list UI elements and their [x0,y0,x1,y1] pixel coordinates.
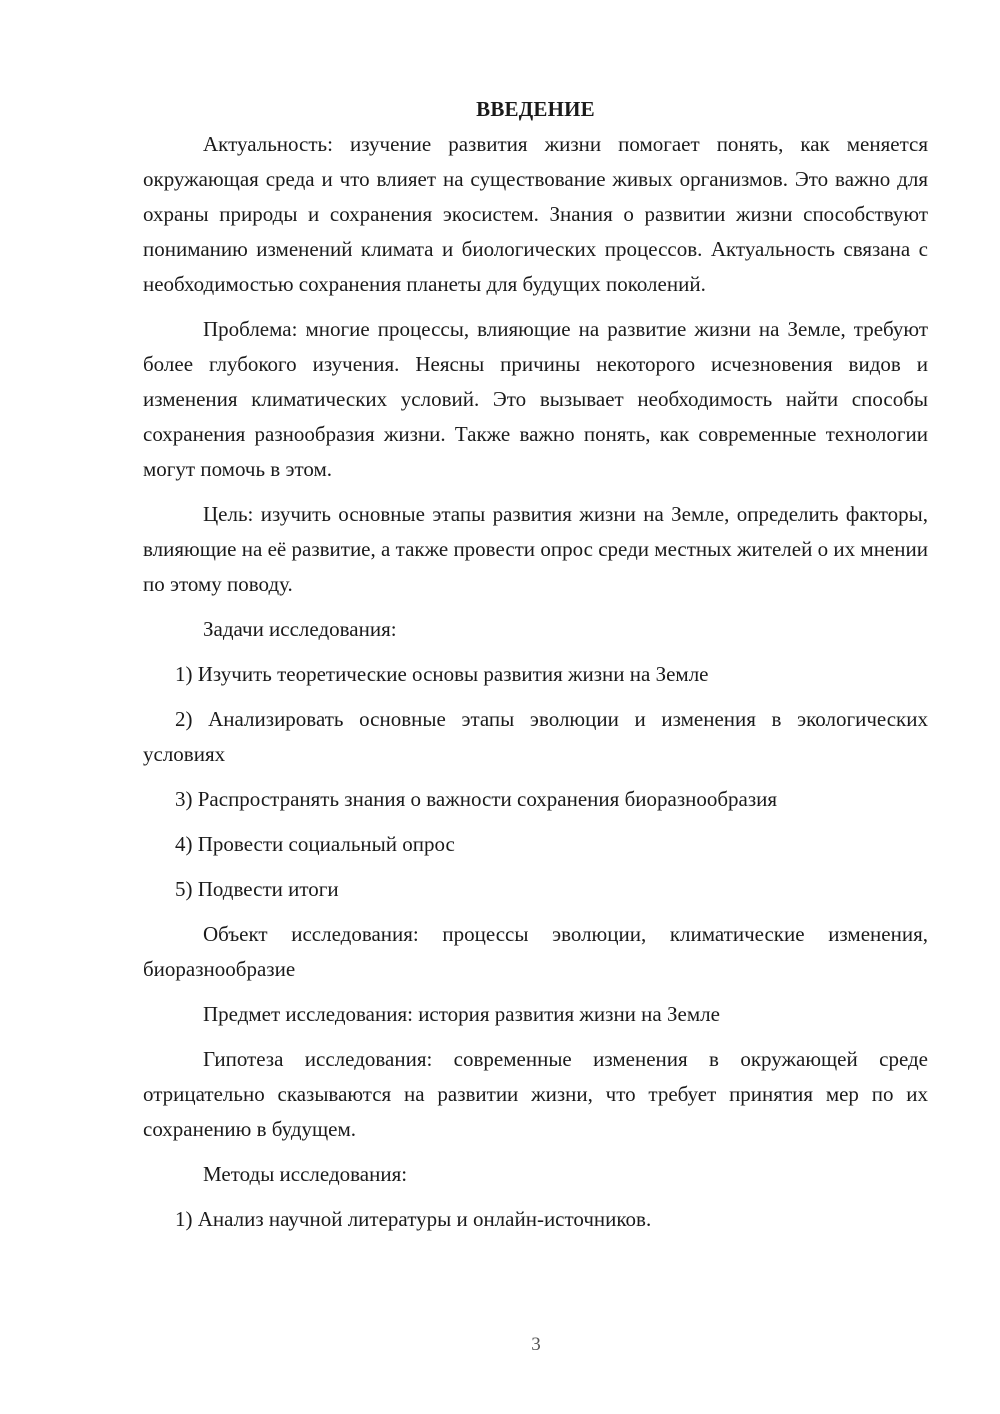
task-item-4: 4) Провести социальный опрос [175,832,455,856]
subject-paragraph: Предмет исследования: история развития жизни на Земле [203,1002,720,1026]
task-item-5: 5) Подвести итоги [175,877,339,901]
task-item-2: 2) Анализировать основные этапы эволюции и изменения в экологических условиях [143,707,928,766]
relevance-paragraph: Актуальность: изучение развития жизни помогает понять, как меняется окружающая среда и что влияет на существование живых организмов. Это важно для охраны природы и сохранения экосистем. Знания о развитии жизни способствуют пониманию изменений климата и биологических процессов. Актуальность связана с необходимостью сохранения планеты для будущих поколений. [143,132,928,296]
document-page [143,92,928,1247]
tasks-label: Задачи исследования: [203,617,397,641]
problem-paragraph: Проблема: многие процессы, влияющие на развитие жизни на Земле, требуют более глубокого изучения. Неясны причины некоторого исчезновения видов и изменения климатических условий. Это вызывает необходимость найти способы сохранения разнообразия жизни. Также важно понять, как современные технологии могут помочь в этом. [143,317,928,481]
page-number: 3 [531,1334,541,1355]
task-item-3: 3) Распространять знания о важности сохранения биоразнообразия [175,787,778,811]
hypothesis-paragraph: Гипотеза исследования: современные изменения в окружающей среде отрицательно сказываются на развитии жизни, что требует принятия мер по их сохранению в будущем. [143,1047,928,1141]
methods-label: Методы исследования: [203,1162,408,1186]
method-item-1: 1) Анализ научной литературы и онлайн-источников. [175,1207,652,1231]
task-item-1: 1) Изучить теоретические основы развития жизни на Земле [175,662,709,686]
goal-paragraph: Цель: изучить основные этапы развития жизни на Земле, определить факторы, влияющие на её развитие, а также провести опрос среди местных жителей о их мнении по этому поводу. [143,502,928,596]
section-heading: ВВЕДЕНИЕ [476,97,595,121]
object-paragraph: Объект исследования: процессы эволюции, климатические изменения, биоразнообразие [143,922,928,981]
